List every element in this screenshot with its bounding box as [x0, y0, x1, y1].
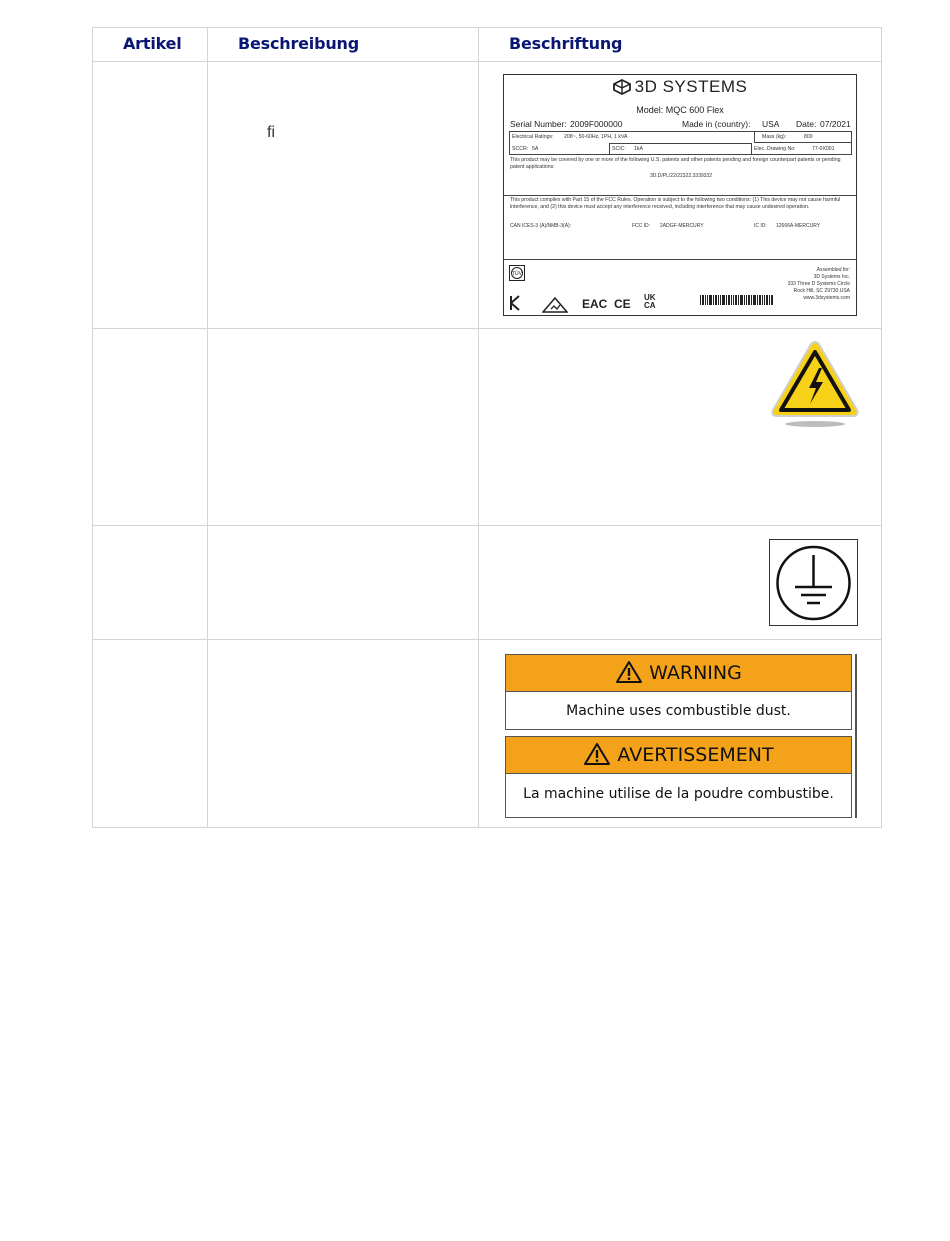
warning-title-en: WARNING [649, 662, 742, 684]
fcc-id-label: FCC ID: [632, 223, 651, 229]
ic-id-value: 12666A-MERCURY [776, 223, 821, 229]
nameplate-label [503, 74, 857, 316]
drawing-label: Elec. Drawing No: [754, 146, 796, 152]
address-line-2: Rock Hill, SC 29730 USA [793, 288, 850, 294]
kc-mark-icon [509, 295, 523, 311]
date-label: Date: [796, 119, 817, 129]
date-value: 07/2021 [820, 119, 851, 129]
brand-logo [504, 77, 856, 97]
plate-divider [503, 259, 857, 260]
row-divider [93, 525, 881, 526]
warning-triangle-icon [615, 660, 643, 684]
tuv-mark-icon [509, 265, 525, 281]
assembled-for-block [788, 267, 850, 302]
mass-label: Mass (kg): [762, 134, 787, 140]
protective-earth-icon [769, 539, 858, 626]
mass-value: 800 [804, 134, 813, 140]
row-1-description: ﬁ [267, 124, 275, 141]
made-in-label: Made in (country): [682, 119, 751, 129]
patent-code: 3D.D/PL/22/22322.3339332 [650, 173, 712, 179]
barcode-icon [700, 295, 774, 305]
electrical-hazard-icon [769, 338, 861, 430]
warning-title-fr: AVERTISSEMENT [617, 744, 774, 766]
row-divider [93, 328, 881, 329]
scic-value: 1kA [634, 146, 643, 152]
eac-mark: EAC [582, 297, 608, 311]
fcc-id-value: 2ADGF-MERCURY [660, 223, 704, 229]
warning-triangle-icon [583, 742, 611, 766]
column-divider [478, 28, 479, 827]
rcm-mark-icon [542, 297, 568, 313]
sccr-label: SCCR: [512, 146, 529, 152]
ukca-mark: UK CA [644, 293, 656, 310]
labels-table [92, 27, 882, 828]
warning-band-fr [505, 736, 852, 774]
ce-mark: CE [614, 297, 631, 311]
column-divider [207, 28, 208, 827]
svg-text:TÜV: TÜV [512, 271, 522, 277]
address-line-1: 333 Three D Systems Circle [787, 281, 850, 287]
row-divider [93, 61, 881, 62]
assembled-for-label: Assembled for: [816, 267, 850, 273]
elec-label: Electrical Ratings: [512, 134, 554, 140]
serial-label: Serial Number: [510, 119, 567, 129]
company-website: www.3dsystems.com [803, 295, 850, 301]
combustible-dust-warning-label [505, 654, 857, 818]
patent-text: This product may be covered by one or more of the following U.S. patents and other patents pending and foreign counterpart patents or pending patent applications: [510, 157, 841, 170]
fcc-text: This product complies with Part 15 of the FCC Rules. Operation is subject to the following two conditions: (1) This device may not cause harmful interference, and (2) this device must accept any interference received, including interference that may cause undesired operation. [510, 197, 841, 210]
warning-text-fr: La machine utilise de la poudre combustibe. [505, 774, 852, 818]
warning-text-en: Machine uses combustible dust. [505, 692, 852, 730]
sccr-value: 5A [532, 146, 539, 152]
can-ices-label: CAN ICES-3 (A)/NMB-3(A): [510, 223, 572, 229]
elec-value: 208~, 50-60Hz, 1PH, 1 kVA [564, 134, 628, 140]
made-in-value: USA [762, 119, 780, 129]
company-name: 3D Systems Inc. [813, 274, 850, 280]
warning-band-en [505, 654, 852, 692]
model-line: Model: MQC 600 Flex [636, 105, 724, 115]
header-beschriftung: Beschriftung [509, 34, 623, 53]
row-divider [93, 639, 881, 640]
header-artikel: Artikel [123, 34, 182, 53]
scic-cell [609, 143, 752, 155]
scic-label: SCIC: [612, 146, 626, 152]
plate-divider [503, 195, 857, 196]
serial-value: 2009F000000 [570, 119, 623, 129]
drawing-value: 77-0X001 [812, 146, 835, 152]
brand-name: 3D SYSTEMS [634, 77, 748, 96]
3d-systems-logo-icon [613, 79, 631, 95]
ic-id-label: IC ID: [754, 223, 767, 229]
header-beschreibung: Beschreibung [238, 34, 359, 53]
